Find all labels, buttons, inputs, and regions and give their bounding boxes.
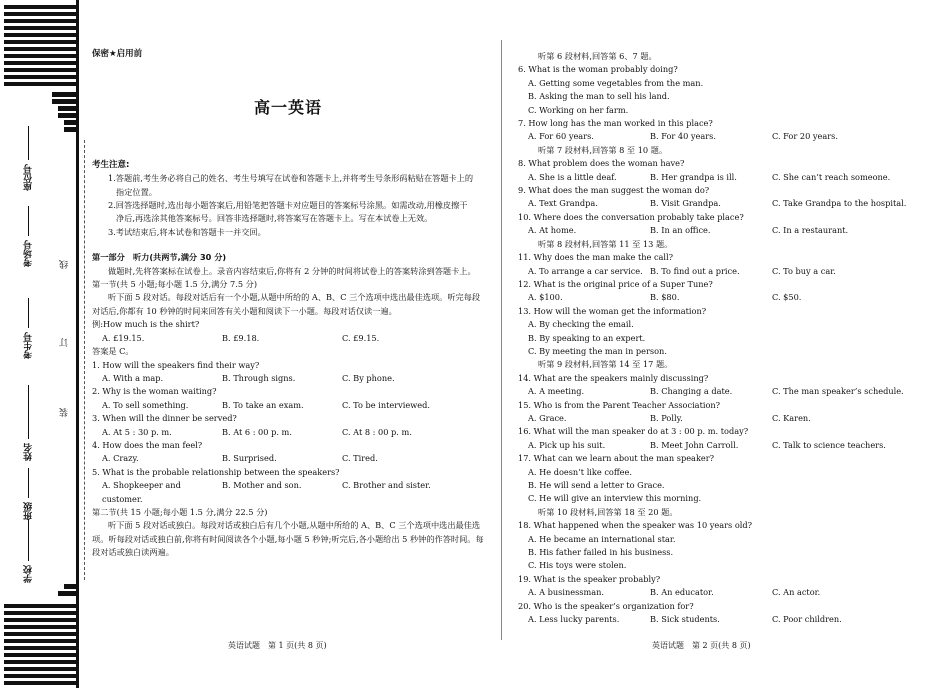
side-field-seat: 座位号 [22, 118, 42, 200]
side-field-class: 班级 [22, 462, 42, 526]
option: A. A meeting. [528, 386, 585, 397]
question: 15. Who is from the Parent Teacher Association? [518, 399, 721, 410]
option: A. Crazy. [102, 453, 139, 464]
question: 18. What happened when the speaker was 10 years old? [518, 520, 752, 531]
option: A. Text Grandpa. [528, 198, 598, 209]
option: C. At 8 : 00 p. m. [342, 426, 412, 437]
option: B. Meet John Carroll. [650, 439, 739, 450]
binding-stripes-bottom [4, 604, 76, 688]
question: 13. How will the woman get the information? [518, 305, 707, 316]
option: C. An actor. [772, 587, 821, 598]
question: 10. Where does the conversation probably take place? [518, 211, 744, 222]
question-options [518, 291, 918, 304]
side-field-name: 姓名 [22, 378, 42, 468]
option: A. He became an international star. [528, 533, 676, 544]
binding-stair [64, 584, 76, 589]
side-field-candidate-number: 考生号 [22, 292, 42, 366]
section-2-heading: 第二节(共 15 小题;每小题 1.5 分,满分 22.5 分) [92, 506, 268, 517]
option: C. £9.15. [342, 332, 380, 343]
part-1-intro: 做题时,先将答案标在试卷上。录音内容结束后,你将有 2 分钟的时间将试卷上的答案转涂到答题卡上。 [108, 265, 476, 276]
question: 1. How will the speakers find their way? [92, 359, 260, 370]
question: 7. How long has the man worked in this place? [518, 118, 713, 129]
option: B. Sick students. [650, 614, 720, 625]
question: 6. What is the woman probably doing? [518, 64, 678, 75]
option: B. Her grandpa is ill. [650, 171, 737, 182]
question-options [518, 224, 918, 237]
bind-word-staple: 订 [60, 338, 70, 347]
option: C. His toys were stolen. [528, 560, 627, 571]
section-1-heading: 第一节(共 5 小题;每小题 1.5 分,满分 7.5 分) [92, 279, 258, 290]
option: B. An educator. [650, 587, 714, 598]
side-field-exam-room: 考场号 [22, 200, 42, 274]
page-1 [92, 48, 484, 560]
option: C. Take Grandpa to the hospital. [772, 198, 907, 209]
option: C. In a restaurant. [772, 225, 849, 236]
note-item: 3.考试结束后,将本试卷和答题卡一并交回。 [108, 226, 266, 237]
option: C. To buy a car. [772, 265, 836, 276]
option: C. Tired. [342, 453, 378, 464]
page-1-footer: 英语试题 第 1 页(共 8 页) [228, 641, 327, 650]
option: C. Poor children. [772, 614, 842, 625]
notes-title: 考生注意: [92, 159, 130, 170]
option: A. With a map. [102, 372, 164, 383]
option: B. By speaking to an expert. [528, 332, 646, 343]
option: B. Asking the man to sell his land. [528, 91, 670, 102]
confidential-mark: 保密★启用前 [92, 49, 143, 59]
option: B. In an office. [650, 225, 711, 236]
option: B. Visit Grandpa. [650, 198, 721, 209]
option: C. Working on her farm. [528, 104, 629, 115]
question-options [518, 439, 918, 452]
listening-instruction: 听第 8 段材料,回答第 11 至 13 题。 [538, 238, 673, 249]
question-options [92, 479, 484, 506]
question: 19. What is the speaker probably? [518, 573, 661, 584]
binding-spine [76, 0, 79, 688]
option: B. $80. [650, 292, 680, 303]
question-options [518, 586, 918, 599]
question-options [518, 265, 918, 278]
option: C. The man speaker’s schedule. [772, 386, 904, 397]
option: A. For 60 years. [528, 131, 594, 142]
page-2 [518, 50, 918, 626]
part-1-heading: 第一部分 听力(共两节,满分 30 分) [92, 252, 227, 263]
option: B. His father failed in his business. [528, 547, 674, 558]
page-title: 高一英语 [253, 98, 322, 118]
option: A. He doesn’t like coffee. [528, 466, 632, 477]
question: 3. When will the dinner be served? [92, 413, 237, 424]
option: C. Karen. [772, 412, 811, 423]
question-options [518, 197, 918, 210]
option: C. She can’t reach someone. [772, 171, 891, 182]
binding-stair [64, 120, 76, 125]
question-options [518, 412, 918, 425]
option: C. $50. [772, 292, 802, 303]
bind-word-line: 线 [60, 260, 70, 269]
column-divider [501, 40, 502, 640]
option: A. £19.15. [102, 332, 145, 343]
option: B. £9.18. [222, 332, 260, 343]
option: A. Shopkeeper and customer. [102, 480, 181, 504]
question: 20. Who is the speaker’s organization for? [518, 600, 694, 611]
option: B. Changing a date. [650, 386, 733, 397]
option: C. By meeting the man in person. [528, 345, 667, 356]
question-options [518, 613, 918, 626]
section-1-intro: 听下面 5 段对话。每段对话后有一个小题,从题中所给的 A、B、C 三个选项中选出最佳选项。听完每段对话后,你都有 10 秒钟的时间来回答有关小题和阅读下一小题。每段对话仅读一遍。 [92, 292, 481, 316]
question: 8. What problem does the woman have? [518, 158, 685, 169]
binding-cut-line [84, 140, 85, 580]
option: B. Polly. [650, 412, 683, 423]
option: A. A businessman. [528, 587, 605, 598]
option: B. At 6 : 00 p. m. [222, 426, 292, 437]
option: B. Through signs. [222, 372, 296, 383]
option: A. At home. [528, 225, 577, 236]
example-options [92, 332, 484, 345]
option: B. To find out a price. [650, 265, 740, 276]
option: A. At 5 : 30 p. m. [102, 426, 172, 437]
question-options [92, 372, 484, 385]
option: A. Pick up his suit. [528, 439, 606, 450]
option: A. $100. [528, 292, 563, 303]
option: A. To arrange a car service. [528, 265, 643, 276]
option: C. By phone. [342, 372, 395, 383]
question-options [518, 171, 918, 184]
option: B. Surprised. [222, 453, 277, 464]
question-options [92, 426, 484, 439]
option: B. He will send a letter to Grace. [528, 480, 665, 490]
option: B. To take an exam. [222, 399, 304, 410]
question: 2. Why is the woman waiting? [92, 386, 217, 397]
example-answer: 答案是 C。 [92, 346, 134, 357]
question-options [518, 385, 918, 398]
option: B. For 40 years. [650, 131, 716, 142]
question-options [518, 130, 918, 143]
option: C. For 20 years. [772, 131, 838, 142]
page-2-footer: 英语试题 第 2 页(共 8 页) [652, 641, 751, 650]
example-question: 例:How much is the shirt? [92, 319, 200, 330]
binding-stair [58, 591, 76, 596]
question: 16. What will the man speaker do at 3 : 00 p. m. today? [518, 426, 749, 437]
option: C. Brother and sister. [342, 480, 431, 491]
question: 14. What are the speakers mainly discussing? [518, 372, 709, 383]
binding-stair [58, 113, 76, 118]
note-item: 2.回答选择题时,选出每小题答案后,用铅笔把答题卡对应题目的答案标号涂黑。如需改动,用橡皮擦干净后,再选涂其他答案标号。回答非选择题时,将答案写在答题卡上。写在本试卷上无效。 [108, 200, 468, 224]
option: A. By checking the email. [528, 319, 634, 330]
question-options [92, 399, 484, 412]
question: 4. How does the man feel? [92, 439, 203, 450]
question: 9. What does the man suggest the woman do? [518, 185, 710, 196]
binding-stripes-top [4, 5, 76, 89]
side-field-school: 学校 [22, 510, 42, 592]
option: A. Grace. [528, 412, 567, 423]
option: C. Talk to science teachers. [772, 439, 886, 450]
option: A. Getting some vegetables from the man. [528, 77, 704, 88]
binding-stair [58, 106, 76, 111]
question: 11. Why does the man make the call? [518, 252, 674, 263]
question: 5. What is the probable relationship between the speakers? [92, 466, 340, 477]
listening-instruction: 听第 10 段材料,回答第 18 至 20 题。 [538, 506, 678, 517]
listening-instruction: 听第 7 段材料,回答第 8 至 10 题。 [538, 144, 668, 155]
listening-instruction: 听第 9 段材料,回答第 14 至 17 题。 [538, 359, 673, 370]
binding-stair [52, 92, 76, 97]
option: B. Mother and son. [222, 480, 302, 491]
note-item: 1.答题前,考生务必将自己的姓名、考生号填写在试卷和答题卡上,并将考生号条形码粘贴在答题卡上的指定位置。 [108, 173, 474, 197]
binding-stair [52, 99, 76, 104]
section-2-intro: 听下面 5 段对话或独白。每段对话或独白后有几个小题,从题中所给的 A、B、C 三个选项中选出最佳选项。听每段对话或独白前,你将有时间阅读各个小题,每小题 5 秒钟;听完后,各小题给出 5 秒钟的作答时间。每段对话或独白读两遍。 [92, 520, 484, 558]
option: A. Less lucky parents. [528, 614, 620, 625]
question-options [92, 452, 484, 465]
question: 12. What is the original price of a Super Tune? [518, 278, 713, 289]
option: A. She is a little deaf. [528, 171, 617, 182]
bind-word-bind: 装 [60, 408, 70, 417]
option: A. To sell something. [102, 399, 189, 410]
option: C. To be interviewed. [342, 399, 430, 410]
question: 17. What can we learn about the man speaker? [518, 453, 715, 464]
option: C. He will give an interview this morning. [528, 493, 702, 504]
listening-instruction: 听第 6 段材料,回答第 6、7 题。 [538, 51, 657, 61]
binding-stair [64, 127, 76, 132]
